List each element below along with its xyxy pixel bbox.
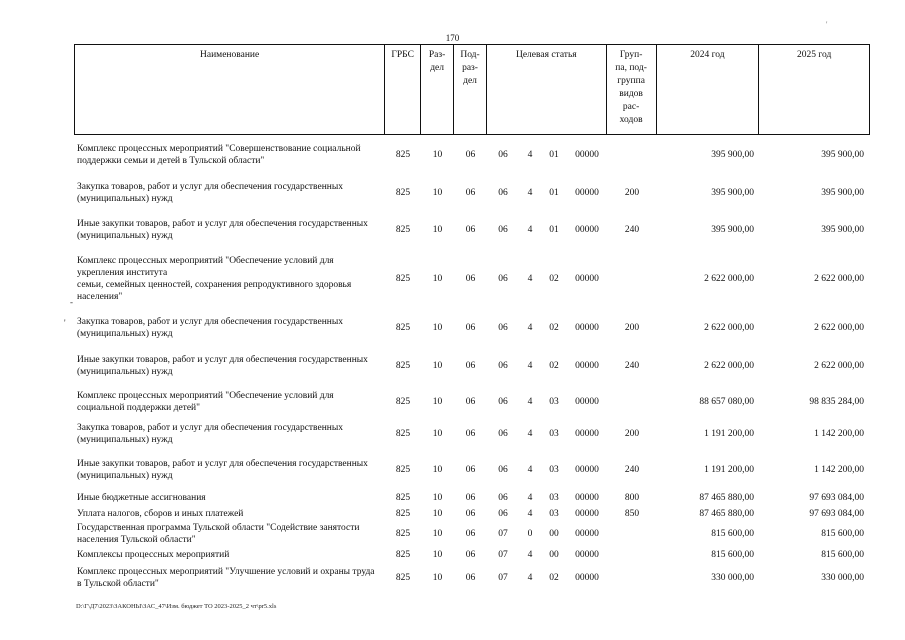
- cell-y2: 2 622 000,00: [814, 274, 864, 284]
- cell-pr: 06: [465, 509, 476, 519]
- cell-t3: 00: [549, 550, 559, 560]
- cell-t1: 06: [498, 493, 508, 503]
- cell-grbs: 825: [395, 274, 411, 284]
- cell-t2: 4: [527, 550, 533, 560]
- cell-pr: 06: [465, 573, 476, 583]
- cell-rz: 10: [432, 573, 443, 583]
- cell-name: Комплекс процессных мероприятий "Совершенствование социальной поддержки семьи и детей в Тульской области": [77, 144, 361, 166]
- cell-t2: 4: [527, 429, 533, 439]
- margin-dash: -: [70, 297, 73, 307]
- cell-t4: 00000: [575, 493, 599, 503]
- cell-pr: 06: [465, 150, 476, 160]
- table-row: [74, 566, 870, 590]
- table-row: [74, 253, 870, 305]
- cell-name: Закупка товаров, работ и услуг для обеспечения государственных (муниципальных) нужд: [77, 423, 344, 445]
- header-year-2024: 2024 год: [657, 45, 760, 134]
- cell-t4: 00000: [575, 323, 599, 333]
- table-row: [74, 387, 870, 417]
- cell-y1: 87 465 880,00: [699, 509, 754, 519]
- cell-y2: 97 693 084,00: [809, 509, 864, 519]
- cell-grbs: 825: [395, 529, 411, 539]
- table-row: [74, 492, 870, 504]
- cell-t1: 07: [498, 550, 508, 560]
- cell-y1: 395 900,00: [711, 150, 754, 160]
- cell-t2: 4: [527, 465, 533, 475]
- table-row: [74, 140, 870, 170]
- cell-t3: 01: [549, 225, 559, 235]
- cell-rz: 10: [432, 465, 443, 475]
- cell-pr: 06: [465, 429, 476, 439]
- cell-name: Иные бюджетные ассигнования: [77, 493, 206, 503]
- cell-y1: 395 900,00: [711, 188, 754, 198]
- table-row: [74, 522, 870, 546]
- cell-vr: 240: [624, 225, 640, 235]
- cell-t2: 4: [527, 493, 533, 503]
- cell-grbs: 825: [395, 397, 411, 407]
- corner-mark: ': [826, 20, 828, 29]
- cell-y1: 815 600,00: [711, 550, 754, 560]
- cell-t2: 4: [527, 188, 533, 198]
- cell-rz: 10: [432, 429, 443, 439]
- cell-t2: 4: [527, 361, 533, 371]
- header-year-2025: 2025 год: [796, 50, 832, 60]
- cell-y2: 97 693 084,00: [809, 493, 864, 503]
- header-podrazdel: Под- раз- дел: [454, 45, 487, 134]
- cell-t1: 06: [498, 225, 508, 235]
- cell-pr: 06: [465, 323, 476, 333]
- cell-t1: 06: [498, 429, 508, 439]
- cell-t2: 4: [527, 397, 533, 407]
- cell-t2: 4: [527, 225, 533, 235]
- cell-t1: 06: [498, 150, 508, 160]
- cell-pr: 06: [465, 274, 476, 284]
- cell-y2: 815 600,00: [821, 529, 864, 539]
- cell-rz: 10: [432, 529, 443, 539]
- page-number: 170: [445, 33, 460, 43]
- header-razdel: Раз- дел: [421, 45, 454, 134]
- cell-t4: 00000: [575, 550, 599, 560]
- cell-pr: 06: [465, 465, 476, 475]
- cell-name: Иные закупки товаров, работ и услуг для обеспечения государственных (муниципальных) нужд: [77, 459, 368, 481]
- cell-vr: 200: [624, 188, 640, 198]
- margin-tick: ': [64, 318, 66, 328]
- cell-t2: 0: [527, 529, 533, 539]
- cell-y1: 1 191 200,00: [704, 465, 754, 475]
- table-row: [74, 313, 870, 343]
- cell-t3: 03: [549, 509, 559, 519]
- cell-name: Комплекс процессных мероприятий "Обеспечение условий для социальной поддержки детей": [77, 391, 334, 413]
- cell-rz: 10: [432, 397, 443, 407]
- cell-t3: 01: [549, 150, 559, 160]
- cell-t1: 07: [498, 573, 508, 583]
- cell-grbs: 825: [395, 323, 411, 333]
- cell-t3: 01: [549, 188, 559, 198]
- cell-rz: 10: [432, 188, 443, 198]
- cell-vr: 200: [624, 429, 640, 439]
- cell-t4: 00000: [575, 274, 599, 284]
- cell-grbs: 825: [395, 188, 411, 198]
- cell-y1: 1 191 200,00: [704, 429, 754, 439]
- cell-rz: 10: [432, 323, 443, 333]
- table-row: [74, 215, 870, 245]
- cell-rz: 10: [432, 225, 443, 235]
- cell-y1: 2 622 000,00: [704, 361, 754, 371]
- cell-t1: 06: [498, 361, 508, 371]
- cell-t1: 06: [498, 323, 508, 333]
- table-header: [74, 44, 870, 135]
- cell-t2: 4: [527, 150, 533, 160]
- cell-y1: 2 622 000,00: [704, 274, 754, 284]
- table-row: [74, 419, 870, 449]
- cell-y1: 87 465 880,00: [699, 493, 754, 503]
- cell-t3: 03: [549, 493, 559, 503]
- cell-vr: 240: [624, 361, 640, 371]
- cell-name: Закупка товаров, работ и услуг для обеспечения государственных (муниципальных) нужд: [77, 182, 344, 204]
- cell-t3: 02: [549, 361, 559, 371]
- cell-t1: 06: [498, 465, 508, 475]
- cell-pr: 06: [465, 529, 476, 539]
- file-path-footer: D:\Г\Д7\2023\ЗАКОНЫ\ЗАС_47\Изм. бюджет ТО 2023-2025_2 чт\pr5.xls: [76, 603, 277, 610]
- cell-grbs: 825: [395, 509, 411, 519]
- cell-grbs: 825: [395, 550, 411, 560]
- cell-pr: 06: [465, 361, 476, 371]
- cell-t4: 00000: [575, 529, 599, 539]
- cell-t3: 00: [549, 529, 559, 539]
- cell-rz: 10: [432, 550, 443, 560]
- cell-t4: 00000: [575, 225, 599, 235]
- cell-t2: 4: [527, 323, 533, 333]
- cell-t2: 4: [527, 573, 533, 583]
- cell-t3: 02: [549, 274, 559, 284]
- cell-pr: 06: [465, 225, 476, 235]
- cell-grbs: 825: [395, 429, 411, 439]
- table-row: [74, 508, 870, 520]
- cell-t4: 00000: [575, 429, 599, 439]
- cell-t4: 00000: [575, 465, 599, 475]
- cell-pr: 06: [465, 550, 476, 560]
- cell-name: Комплексы процессных мероприятий: [77, 550, 230, 560]
- cell-y1: 88 657 080,00: [699, 397, 754, 407]
- cell-vr: 800: [624, 493, 640, 503]
- cell-rz: 10: [432, 509, 443, 519]
- cell-name: Комплекс процессных мероприятий "Обеспечение условий для укрепления института семьи, семейных ценностей, сохранения репродуктивного здоровья населения": [77, 256, 352, 302]
- cell-grbs: 825: [395, 361, 411, 371]
- cell-y2: 395 900,00: [821, 150, 864, 160]
- cell-t4: 00000: [575, 573, 599, 583]
- cell-pr: 06: [465, 397, 476, 407]
- cell-t2: 4: [527, 509, 533, 519]
- cell-rz: 10: [432, 150, 443, 160]
- cell-grbs: 825: [395, 150, 411, 160]
- cell-rz: 10: [432, 493, 443, 503]
- cell-t2: 4: [527, 274, 533, 284]
- cell-y2: 395 900,00: [821, 225, 864, 235]
- cell-name: Закупка товаров, работ и услуг для обеспечения государственных (муниципальных) нужд: [77, 317, 344, 339]
- header-target: Целевая статья: [487, 45, 607, 134]
- cell-t4: 00000: [575, 150, 599, 160]
- cell-t1: 06: [498, 274, 508, 284]
- cell-pr: 06: [465, 493, 476, 503]
- cell-y2: 330 000,00: [821, 573, 864, 583]
- cell-t1: 06: [498, 397, 508, 407]
- cell-y1: 330 000,00: [711, 573, 754, 583]
- cell-y1: 395 900,00: [711, 225, 754, 235]
- cell-t4: 00000: [575, 188, 599, 198]
- cell-t1: 07: [498, 529, 508, 539]
- cell-y2: 2 622 000,00: [814, 361, 864, 371]
- cell-grbs: 825: [395, 493, 411, 503]
- cell-name: Иные закупки товаров, работ и услуг для обеспечения государственных (муниципальных) нужд: [77, 355, 368, 377]
- cell-y2: 815 600,00: [821, 550, 864, 560]
- cell-y2: 98 835 284,00: [809, 397, 864, 407]
- cell-grbs: 825: [395, 225, 411, 235]
- cell-pr: 06: [465, 188, 476, 198]
- cell-rz: 10: [432, 361, 443, 371]
- cell-rz: 10: [432, 274, 443, 284]
- cell-y2: 1 142 200,00: [814, 465, 864, 475]
- table-row: [74, 549, 870, 561]
- cell-vr: 240: [624, 465, 640, 475]
- cell-y1: 815 600,00: [711, 529, 754, 539]
- cell-t3: 02: [549, 573, 559, 583]
- header-name: Наименование: [75, 45, 385, 134]
- cell-t3: 03: [549, 429, 559, 439]
- cell-grbs: 825: [395, 465, 411, 475]
- cell-t3: 03: [549, 465, 559, 475]
- header-grbs: ГРБС: [385, 45, 421, 134]
- cell-t3: 03: [549, 397, 559, 407]
- cell-t4: 00000: [575, 509, 599, 519]
- cell-t4: 00000: [575, 361, 599, 371]
- table-row: [74, 178, 870, 208]
- cell-t1: 06: [498, 509, 508, 519]
- cell-t4: 00000: [575, 397, 599, 407]
- cell-y2: 395 900,00: [821, 188, 864, 198]
- cell-t3: 02: [549, 323, 559, 333]
- table-row: [74, 455, 870, 485]
- cell-name: Иные закупки товаров, работ и услуг для обеспечения государственных (муниципальных) нужд: [77, 219, 368, 241]
- cell-y2: 2 622 000,00: [814, 323, 864, 333]
- header-group: Груп- па, под- группа видов рас- ходов: [607, 45, 657, 134]
- cell-y1: 2 622 000,00: [704, 323, 754, 333]
- cell-name: Комплекс процессных мероприятий "Улучшение условий и охраны труда в Тульской области": [77, 567, 375, 589]
- cell-vr: 200: [624, 323, 640, 333]
- table-row: [74, 351, 870, 381]
- cell-name: Государственная программа Тульской области "Содействие занятости населения Тульской области": [77, 523, 360, 545]
- cell-name: Уплата налогов, сборов и иных платежей: [77, 509, 244, 519]
- cell-t1: 06: [498, 188, 508, 198]
- cell-vr: 850: [624, 509, 640, 519]
- cell-y2: 1 142 200,00: [814, 429, 864, 439]
- cell-grbs: 825: [395, 573, 411, 583]
